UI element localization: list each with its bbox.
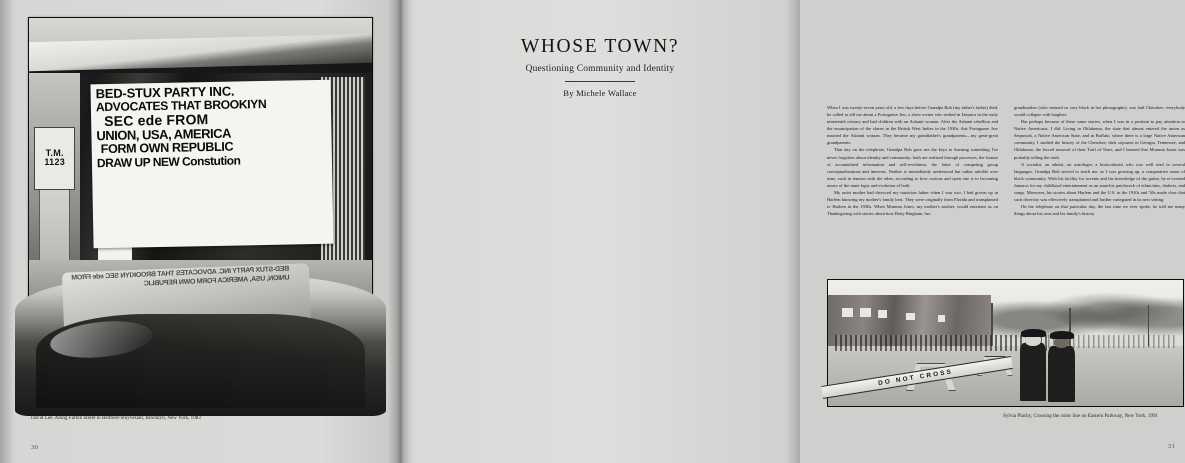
author-byline: By Michele Wallace — [563, 88, 637, 98]
tape-label: DO NOT CROSS — [877, 368, 954, 387]
house-window — [906, 313, 915, 321]
man-left-body — [1020, 343, 1047, 401]
left-photo-caption: David Lee, Along Fulton Street in Bedford-Stuyvesant, Brooklyn, New York, 1983 — [31, 416, 201, 421]
banner-line-1: BED-STUX PARTY INC. — [95, 83, 235, 102]
body-column-left — [827, 104, 998, 269]
page-subtitle: Questioning Community and Identity — [525, 64, 675, 74]
paragraph: On the telephone on that particular day, the last time we ever spoke, he told me many things about his own and his family's history — [1014, 204, 1185, 217]
right-page-number: 31 — [1168, 443, 1176, 450]
right-page — [400, 0, 1185, 463]
right-photo-caption: Sylvia Plachy, Crossing the color line on Eastern Parkway, New York, 1991 — [1003, 414, 1159, 419]
banner-line-2: ADVOCATES THAT BROOKIYN — [96, 97, 267, 115]
banner-reflection-on-hood: BED-STUX PARTY INC. ADVOCATES THAT BROOKIYN SEC ede FROM UNION, USA, AMERICA FORM OWN REPUBLIC — [71, 265, 290, 287]
paragraph: That day on the telephone, Grandpa Bob gave me the keys to learning something I've never forgotten about identity and community: both are realized through processes, the former of accumulated information and self-revelation, the latter of competing group conceptualizations and interests. Neither is immediately understood but rather unfolds over time, each in tension with the other, according to how curious and open one is to becoming aware of the inner logic and evolution of both. — [827, 147, 998, 188]
banner-line-3: SEC ede FROM — [104, 111, 210, 130]
right-photograph — [828, 280, 1183, 406]
house-window — [938, 315, 945, 321]
wall-sign-tm — [34, 127, 75, 189]
banner-line-6: DRAW UP NEW Constution — [97, 153, 241, 171]
banner-line-5: FORM OWN REPUBLIC — [101, 140, 234, 157]
crowd-left — [835, 335, 1048, 350]
paragraph: My artist mother had divorced my musician father when I was two. I had grown up in Harlem knowing my mother's family best. They were originally from Florida and transplanted to Harlem in the 1930s. When Momma Jones, my mother's mother, would entertain us on Thanksgiving with stories about how Betty Bingham, her — [827, 189, 998, 217]
banner-line-4: UNION, USA, AMERICA — [96, 126, 232, 144]
man-left-hat — [1021, 329, 1046, 337]
page-title: WHOSE TOWN? — [520, 36, 680, 57]
title-divider — [565, 81, 635, 82]
house-window — [860, 308, 871, 317]
paragraph: But perhaps because of these same stories, when I was in a position to pay attention to Native Americans, I did. Living in Oklahoma, the state that almost entered the union as Sequoyah, a Native American State, and in Buffalo, where there is a large Native American community, I studied the history of the Cherokee, their sojourns in Georgia, Tennessee, and Oklahoma, the forced removal of their Trail of Tears, and I learned that Momma Jones was probably telling the truth. — [1014, 119, 1185, 160]
man-right-hat — [1050, 331, 1075, 339]
right-photograph-frame — [827, 279, 1184, 407]
paragraph: When I was twenty-seven years old, a few days before Grandpa Bob (my father's father) died, he called to tell me about a Portuguese Jew, a slave owner who settled in Jamaica in the early nineteenth century and had children with an Ashanti woman. After the Ashanti rebellion and the emancipation of the slaves in the British West Indies in the 1930s, this Portuguese Jew married the Ashanti woman. They became my grandfather's grandparents—my great-great grandparents. — [827, 105, 998, 146]
wall-sign-line-1: T.M. — [45, 147, 64, 158]
paragraph: A socialist, an atheist, an astrologer, a horticulturist who was well read in several languages, Grandpa Bob strived to teach me, as I was growing up, a comparative sense of black community. With his facility for accents and his knowledge of the guitar, he re-created Jamaica for my childhood entertainment as an anarchic patchwork of ethnicities, dialects, and songs. Moreover, his stories about Harlem and the U.S. in the 1910s and '30s made clear that such diversity was effectively transplanted and further variegated in its new setting. — [1014, 161, 1185, 203]
left-page — [0, 0, 400, 463]
house-window — [878, 310, 887, 318]
house-window — [842, 308, 853, 317]
article-body — [827, 104, 1185, 269]
left-photograph-frame — [28, 17, 373, 409]
left-page-number: 30 — [31, 444, 39, 451]
protest-banner — [91, 80, 334, 248]
body-column-right — [1014, 104, 1185, 269]
man-right-body — [1048, 346, 1075, 403]
street-trees — [991, 285, 1183, 343]
left-photograph — [29, 18, 372, 408]
paragraph: grandmother (who seemed so very black in her photographs), was half Cherokee, everybody would collapse with laughter. — [1014, 105, 1185, 118]
article-title-block — [400, 36, 800, 98]
wall-sign-line-2: 1123 — [44, 157, 66, 168]
